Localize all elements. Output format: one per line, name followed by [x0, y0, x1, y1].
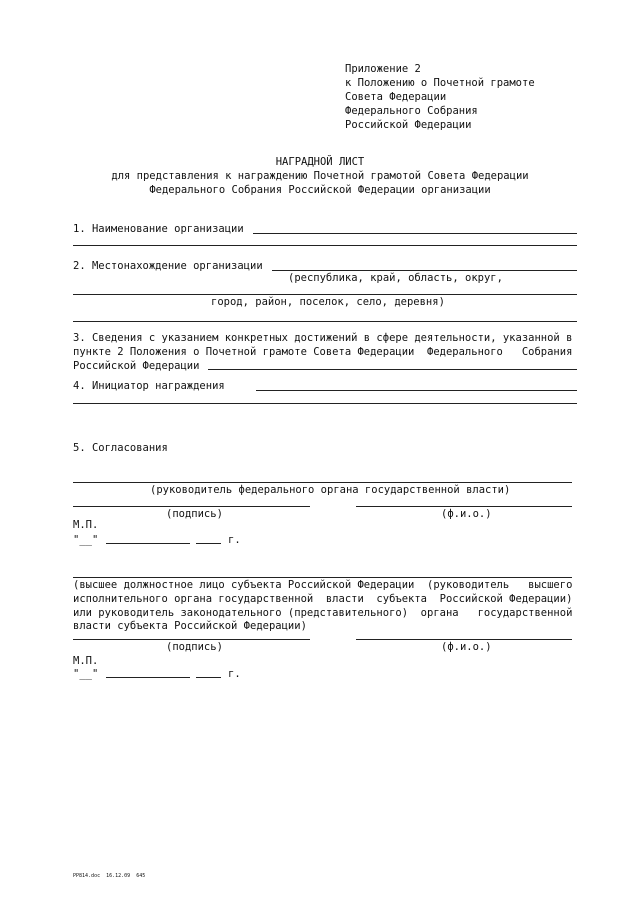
- date-prefix: "__": [73, 534, 99, 546]
- fill-line[interactable]: [256, 390, 577, 391]
- item-label: 4. Инициатор награждения: [73, 380, 225, 392]
- title-heading: НАГРАДНОЙ ЛИСТ: [275, 156, 365, 168]
- field-hint: (республика, край, область, округ,: [288, 272, 503, 284]
- role-caption: (высшее должностное лицо субъекта Российской Федерации (руководитель высшего: [73, 579, 573, 591]
- stamp-label: М.П.: [73, 655, 99, 667]
- date-year-line[interactable]: [196, 543, 221, 544]
- date-month-line[interactable]: [106, 677, 190, 678]
- date-prefix: "__": [73, 668, 99, 680]
- item-label: 2. Местонахождение организации: [73, 260, 263, 272]
- fill-line[interactable]: [253, 233, 577, 234]
- signature-caption: (подпись): [166, 508, 223, 520]
- fio-caption: (ф.и.о.): [441, 641, 492, 653]
- stamp-label: М.П.: [73, 519, 99, 531]
- fill-line[interactable]: [73, 321, 577, 322]
- appendix-line: Приложение 2: [345, 63, 421, 75]
- role-caption: (руководитель федерального органа государственной власти): [150, 484, 511, 496]
- appendix-line: Российской Федерации: [345, 119, 472, 131]
- item-text: пункте 2 Положения о Почетной грамоте Совета Федерации Федерального Собрания: [73, 346, 573, 358]
- fill-line[interactable]: [73, 403, 577, 404]
- appendix-line: Совета Федерации: [345, 91, 447, 103]
- item-text: 3. Сведения с указанием конкретных достижений в сфере деятельности, указанной в: [73, 332, 573, 344]
- role-caption: или руководитель законодательного (представительного) органа государственной: [73, 607, 573, 619]
- date-month-line[interactable]: [106, 543, 190, 544]
- fill-line[interactable]: [73, 245, 577, 246]
- fill-line[interactable]: [208, 369, 577, 370]
- role-caption: исполнительного органа государственной власти субъекта Российской Федерации): [73, 593, 573, 605]
- title-subline: для представления к награждению Почетной грамотой Совета Федерации: [111, 170, 529, 182]
- title-subline: Федерального Собрания Российской Федерации организации: [149, 184, 491, 196]
- appendix-line: Федерального Собрания: [345, 105, 478, 117]
- signature-caption: (подпись): [166, 641, 223, 653]
- item-label: 5. Согласования: [73, 442, 168, 454]
- year-suffix: г.: [228, 534, 241, 546]
- appendix-line: к Положению о Почетной грамоте: [345, 77, 535, 89]
- item-text: Российской Федерации: [73, 360, 200, 372]
- footer-code: PP814.doc 16.12.09 645: [73, 873, 146, 879]
- field-hint: город, район, поселок, село, деревня): [211, 296, 445, 308]
- role-caption: власти субъекта Российской Федерации): [73, 620, 307, 632]
- year-suffix: г.: [228, 668, 241, 680]
- date-year-line[interactable]: [196, 677, 221, 678]
- fio-caption: (ф.и.о.): [441, 508, 492, 520]
- item-label: 1. Наименование организации: [73, 223, 244, 235]
